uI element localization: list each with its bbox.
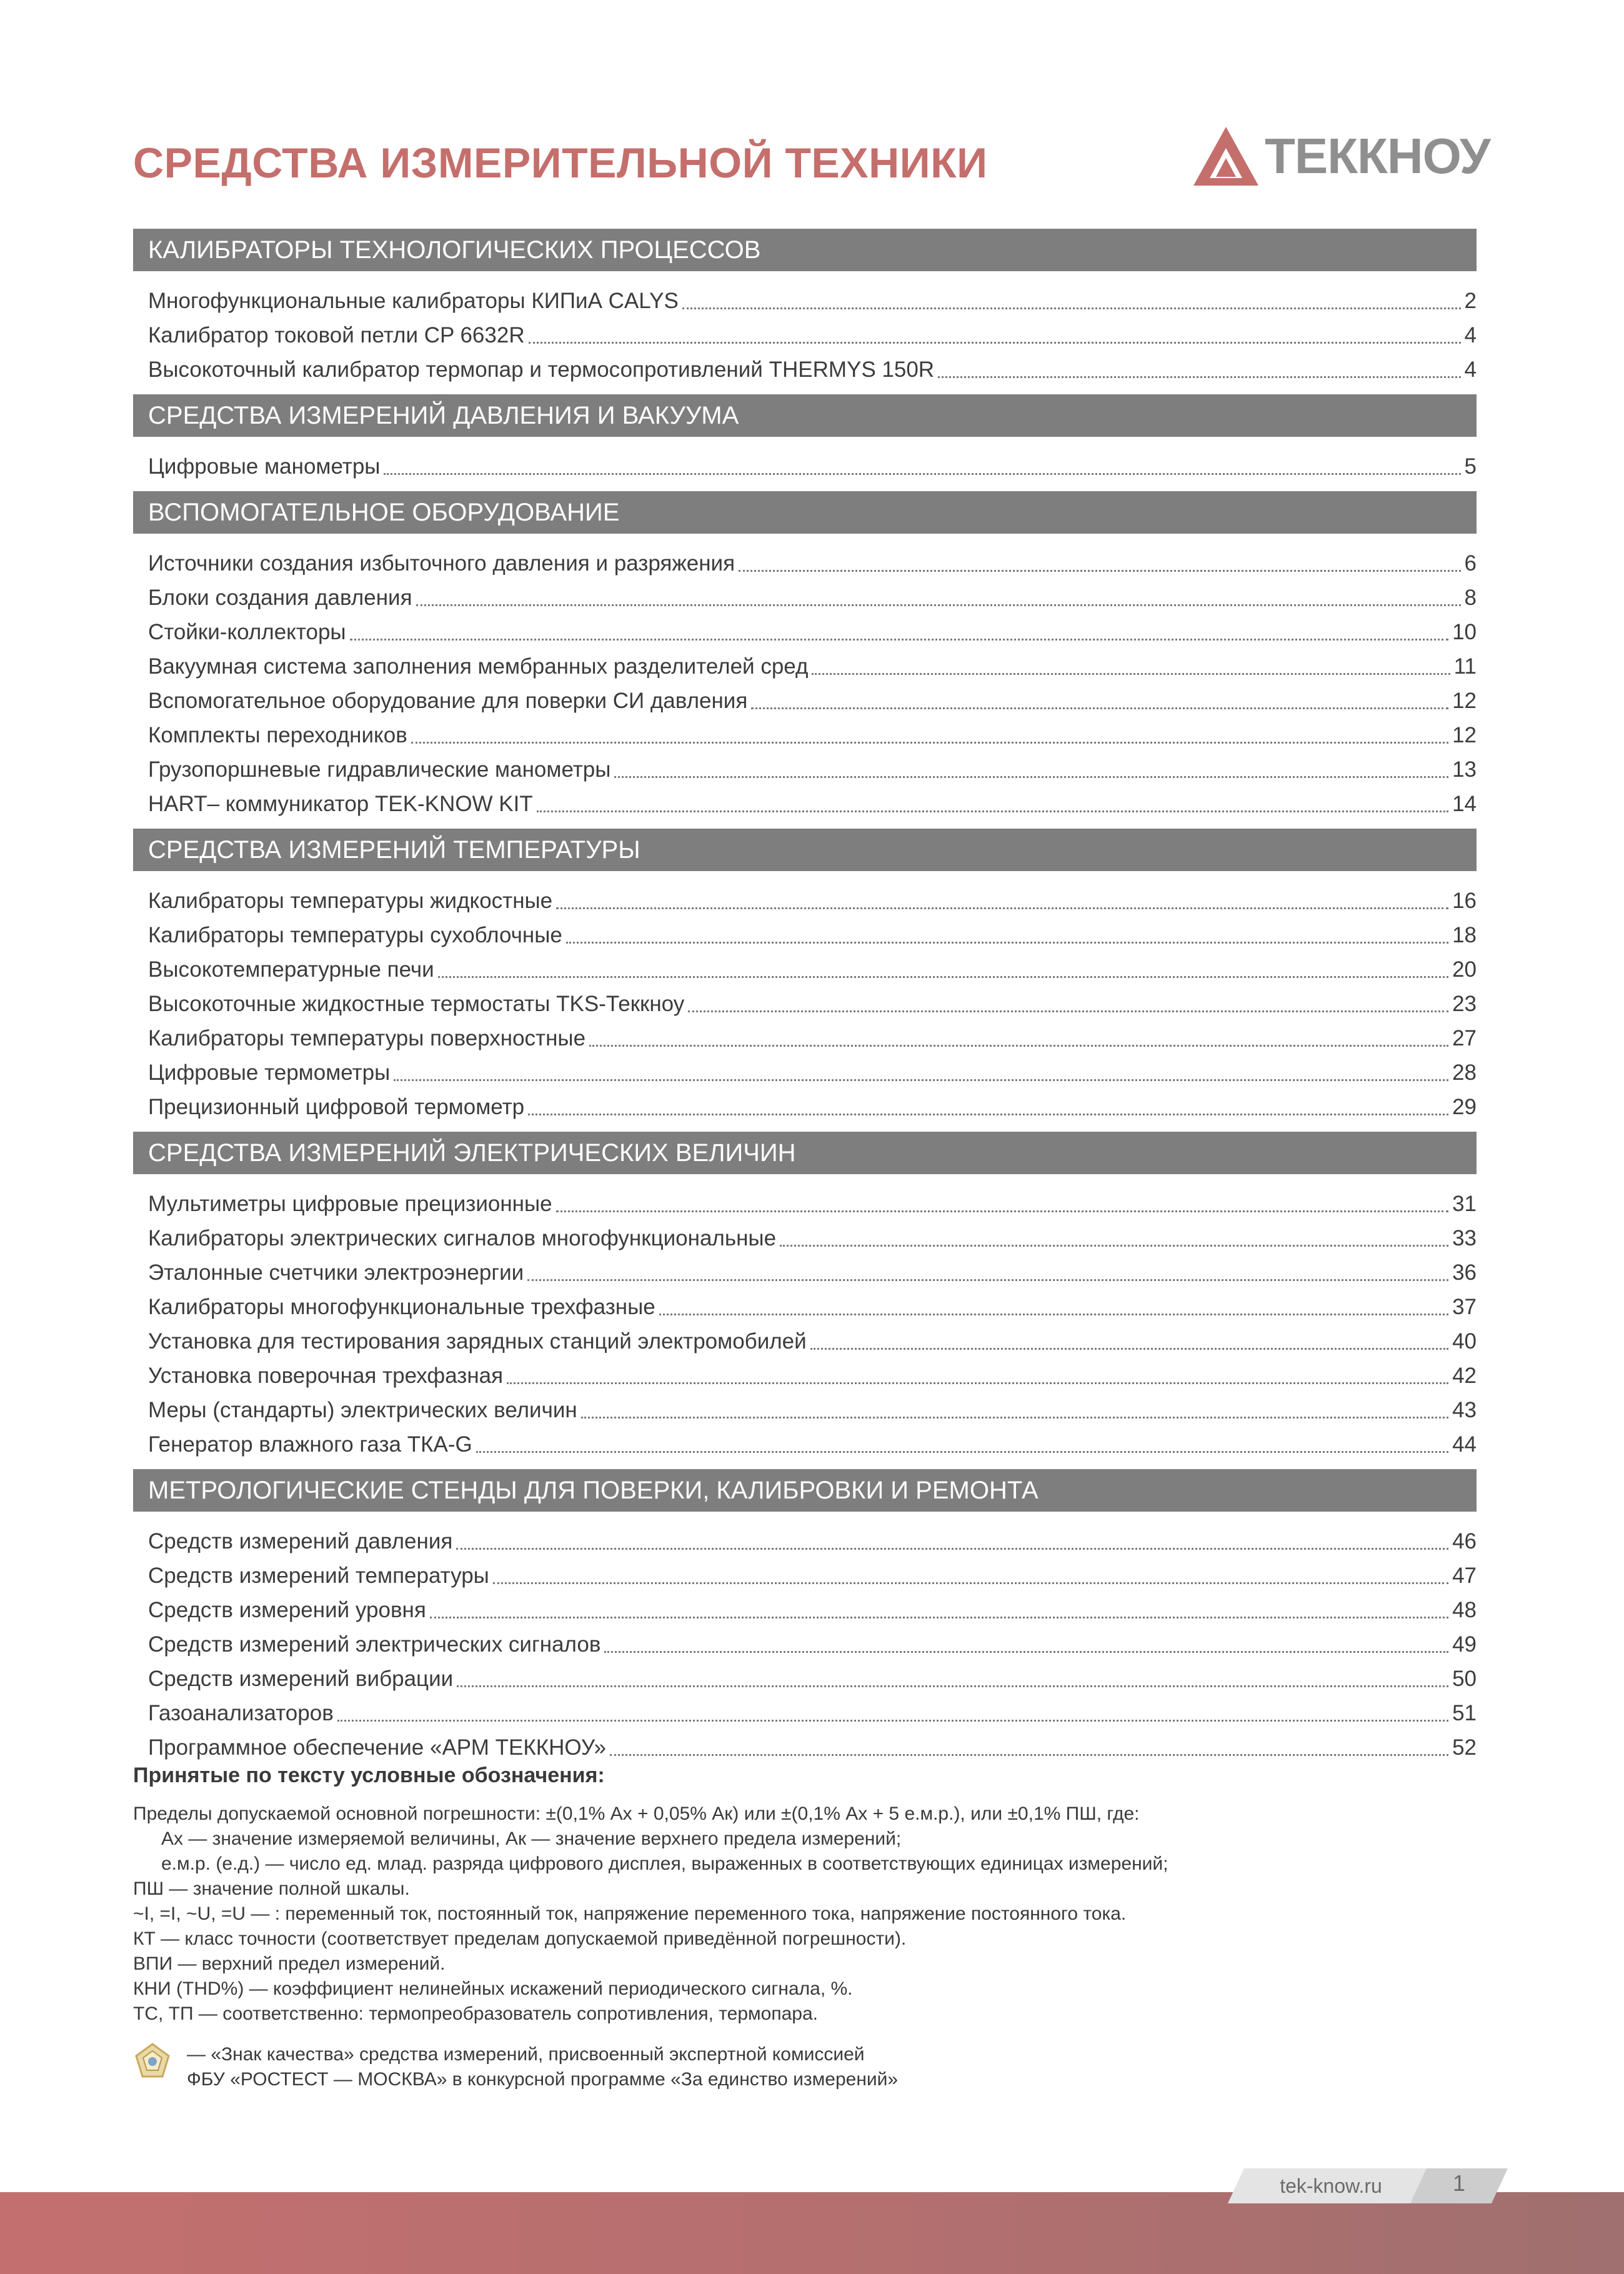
footer-site-link[interactable]: tek-know.ru <box>1280 2175 1382 2197</box>
toc-entry-title: Грузопоршневые гидравлические манометры <box>148 757 611 782</box>
toc-entry-page: 42 <box>1452 1363 1477 1388</box>
dot-leader <box>739 570 1460 572</box>
toc-entry-page: 18 <box>1452 922 1477 947</box>
toc-entry-title: Высокоточные жидкостные термостаты TKS-Теккноу <box>148 991 685 1016</box>
toc-entry-page: 6 <box>1464 551 1477 576</box>
toc-entry[interactable] <box>133 1021 1477 1055</box>
section-header: КАЛИБРАТОРЫ ТЕХНОЛОГИЧЕСКИХ ПРОЦЕССОВ <box>133 229 1477 271</box>
legend-line: КНИ (THD%) — коэффициент нелинейных искажений периодического сигнала, %. <box>133 1978 853 1999</box>
toc-entry-page: 20 <box>1452 957 1477 982</box>
toc-entry-page: 47 <box>1452 1563 1477 1588</box>
toc-entry[interactable] <box>133 284 1477 318</box>
toc-entry-title: Средств измерений температуры <box>148 1563 489 1588</box>
dot-leader <box>384 473 1460 475</box>
toc-entry[interactable] <box>133 1393 1477 1427</box>
toc-entry-title: Блоки создания давления <box>148 585 412 610</box>
toc-entry-page: 2 <box>1464 288 1477 313</box>
toc-entry-page: 46 <box>1452 1528 1477 1553</box>
dot-leader <box>537 810 1448 812</box>
toc-entry-title: Газоанализаторов <box>148 1700 334 1725</box>
section-header: МЕТРОЛОГИЧЕСКИЕ СТЕНДЫ ДЛЯ ПОВЕРКИ, КАЛИБРОВКИ И РЕМОНТА <box>133 1469 1477 1512</box>
toc-entry-page: 14 <box>1452 791 1477 816</box>
toc-entry-title: Калибраторы температуры жидкостные <box>148 888 553 913</box>
dot-leader <box>457 1685 1448 1687</box>
toc-entry-page: 4 <box>1464 322 1477 347</box>
section-header: ВСПОМОГАТЕЛЬНОЕ ОБОРУДОВАНИЕ <box>133 491 1477 534</box>
logo-text: ТЕККНОУ <box>1265 128 1490 184</box>
legend-line: Пределы допускаемой основной погрешности: ±(0,1% Ах + 0,05% Ак) или ±(0,1% Ах + 5 е.м.р.), или ±0,1% ПШ, где: <box>133 1803 1140 1824</box>
toc-entry[interactable] <box>133 787 1477 821</box>
toc-entry-page: 43 <box>1452 1397 1477 1422</box>
toc-entry[interactable] <box>133 1662 1477 1696</box>
legend <box>133 1763 1508 2027</box>
toc-entry-page: 48 <box>1452 1597 1477 1622</box>
toc-entry[interactable] <box>133 649 1477 684</box>
legend-line: ТС, ТП — соответственно: термопреобразователь сопротивления, термопара. <box>133 2003 818 2024</box>
toc-entry-title: Комплекты переходников <box>148 722 407 747</box>
toc-entry-title: Калибраторы температуры поверхностные <box>148 1025 586 1050</box>
page-title: СРЕДСТВА ИЗМЕРИТЕЛЬНОЙ ТЕХНИКИ <box>133 139 988 187</box>
toc-section <box>133 229 1477 387</box>
toc-entry-page: 4 <box>1464 357 1477 382</box>
dot-leader <box>430 1617 1448 1618</box>
toc-entry-title: Источники создания избыточного давления и разряжения <box>148 551 735 576</box>
toc-entry-page: 12 <box>1452 722 1477 747</box>
toc-entry[interactable] <box>133 1427 1477 1462</box>
toc-section <box>133 1469 1477 1765</box>
toc-entry[interactable] <box>133 1255 1477 1290</box>
dot-leader <box>350 639 1448 641</box>
toc-entry[interactable] <box>133 546 1477 581</box>
dot-leader <box>528 1114 1448 1115</box>
toc-entry-title: HART– коммуникатор TEK-KNOW KIT <box>148 791 533 816</box>
quality-mark-icon <box>133 2042 172 2081</box>
toc-entry[interactable] <box>133 615 1477 649</box>
toc-entry-title: Мультиметры цифровые прецизионные <box>148 1191 552 1216</box>
dot-leader <box>604 1651 1448 1653</box>
toc-entry-page: 5 <box>1464 454 1477 479</box>
toc-entry[interactable] <box>133 1324 1477 1359</box>
toc-entry[interactable] <box>133 1696 1477 1730</box>
toc-entry[interactable] <box>133 987 1477 1021</box>
toc-entry-page: 13 <box>1452 757 1477 782</box>
toc-entry[interactable] <box>133 449 1477 484</box>
toc-entry-page: 31 <box>1452 1191 1477 1216</box>
dot-leader <box>589 1045 1448 1047</box>
toc-entry[interactable] <box>133 1627 1477 1662</box>
quality-mark-note <box>133 2042 898 2092</box>
dot-leader <box>938 376 1460 378</box>
toc-entry-page: 28 <box>1452 1060 1477 1085</box>
dot-leader <box>394 1079 1448 1081</box>
dot-leader <box>614 776 1448 778</box>
legend-line: Ах — значение измеряемой величины, Ак — значение верхнего предела измерений; <box>161 1828 902 1849</box>
toc-entry-title: Генератор влажного газа ТКА-G <box>148 1432 472 1457</box>
dot-leader <box>507 1382 1448 1384</box>
legend-line: ПШ — значение полной шкалы. <box>133 1878 410 1899</box>
toc-entry-page: 11 <box>1453 654 1477 679</box>
dot-leader <box>527 1279 1448 1281</box>
toc-entry-title: Установка для тестирования зарядных станций электромобилей <box>148 1329 807 1354</box>
dot-leader <box>529 342 1461 344</box>
toc-entry-page: 8 <box>1464 585 1477 610</box>
toc-entry[interactable] <box>133 318 1477 352</box>
legend-line: КТ — класс точности (соответствует пределам допускаемой приведённой погрешности). <box>133 1928 907 1949</box>
dot-leader <box>751 707 1448 709</box>
toc-entry-page: 40 <box>1452 1329 1477 1354</box>
legend-line: е.м.р. (е.д.) — число ед. млад. разряда цифрового дисплея, выраженных в соответствующих единицах измерений; <box>161 1853 1168 1874</box>
dot-leader <box>438 976 1448 978</box>
section-header: СРЕДСТВА ИЗМЕРЕНИЙ ЭЛЕКТРИЧЕСКИХ ВЕЛИЧИН <box>133 1132 1477 1174</box>
toc-entry-title: Калибраторы температуры сухоблочные <box>148 922 562 947</box>
toc-entry[interactable] <box>133 352 1477 387</box>
quality-mark-line: — «Знак качества» средства измерений, присвоенный экспертной комиссией <box>187 2044 865 2065</box>
dot-leader <box>556 907 1448 909</box>
toc-entry-title: Стойки-коллекторы <box>148 619 346 644</box>
toc-entry-title: Высокоточный калибратор термопар и термосопротивлений THERMYS 150R <box>148 357 935 382</box>
dot-leader <box>566 942 1448 944</box>
toc-entry[interactable] <box>133 1359 1477 1393</box>
toc-entry-page: 36 <box>1452 1260 1477 1285</box>
toc-entry[interactable] <box>133 952 1477 987</box>
toc-entry[interactable] <box>133 1187 1477 1221</box>
toc-entry[interactable] <box>133 1593 1477 1627</box>
legend-heading: Принятые по тексту условные обозначения: <box>133 1763 605 1787</box>
dot-leader <box>416 604 1461 606</box>
dot-leader <box>688 1010 1448 1012</box>
toc-entry-title: Средств измерений электрических сигналов <box>148 1632 601 1657</box>
dot-leader <box>812 673 1450 675</box>
toc-entry-title: Калибраторы электрических сигналов многофункциональные <box>148 1225 777 1250</box>
dot-leader <box>682 307 1461 309</box>
toc-entry[interactable] <box>133 752 1477 787</box>
toc-entry-title: Калибратор токовой петли CP 6632R <box>148 322 525 347</box>
toc-entry[interactable] <box>133 1090 1477 1124</box>
dot-leader <box>556 1210 1448 1212</box>
toc-entry[interactable] <box>133 1055 1477 1090</box>
toc-entry-page: 49 <box>1452 1632 1477 1657</box>
legend-line: ВПИ — верхний предел измерений. <box>133 1953 446 1974</box>
dot-leader <box>456 1548 1448 1550</box>
dot-leader <box>411 742 1448 744</box>
toc-entry-title: Средств измерений уровня <box>148 1597 426 1622</box>
toc-entry-title: Меры (стандарты) электрических величин <box>148 1397 577 1422</box>
toc-entry-page: 51 <box>1452 1700 1477 1725</box>
toc-entry-title: Программное обеспечение «АРМ ТЕККНОУ» <box>148 1735 607 1760</box>
brand-logo <box>1193 125 1490 187</box>
toc-entry-title: Вакуумная система заполнения мембранных разделителей сред <box>148 654 809 679</box>
toc-section <box>133 394 1477 484</box>
logo-triangle-icon <box>1193 127 1258 186</box>
legend-line: ~I, =I, ~U, =U — : переменный ток, постоянный ток, напряжение переменного тока, напряжение постоянного тока. <box>133 1903 1127 1924</box>
toc-entry-title: Цифровые термометры <box>148 1060 391 1085</box>
toc-entry-title: Высокотемпературные печи <box>148 957 434 982</box>
dot-leader <box>337 1720 1448 1722</box>
toc-entry[interactable] <box>133 1558 1477 1593</box>
dot-leader <box>610 1754 1448 1756</box>
dot-leader <box>476 1451 1448 1453</box>
toc-entry[interactable] <box>133 1221 1477 1255</box>
toc-entry-title: Цифровые манометры <box>148 454 381 479</box>
toc-entry-title: Установка поверочная трехфазная <box>148 1363 504 1388</box>
toc-entry[interactable] <box>133 1730 1477 1765</box>
toc-section <box>133 491 1477 821</box>
toc-entry[interactable] <box>133 581 1477 615</box>
section-header: СРЕДСТВА ИЗМЕРЕНИЙ ТЕМПЕРАТУРЫ <box>133 829 1477 871</box>
toc-entry[interactable] <box>133 1290 1477 1324</box>
dot-leader <box>493 1582 1448 1584</box>
table-of-contents <box>133 229 1477 1772</box>
toc-entry-title: Прецизионный цифровой термометр <box>148 1094 525 1119</box>
toc-section <box>133 1132 1477 1462</box>
toc-entry[interactable] <box>133 884 1477 918</box>
footer-band <box>0 2192 1624 2274</box>
dot-leader <box>581 1417 1448 1419</box>
toc-entry[interactable] <box>133 718 1477 752</box>
toc-entry-page: 50 <box>1452 1666 1477 1691</box>
toc-entry-title: Калибраторы многофункциональные трехфазные <box>148 1294 655 1319</box>
quality-mark-line: ФБУ «РОСТЕСТ — МОСКВА» в конкурсной программе «За единство измерений» <box>187 2069 899 2090</box>
toc-entry-page: 10 <box>1452 619 1477 644</box>
toc-entry-title: Средств измерений вибрации <box>148 1666 454 1691</box>
toc-entry[interactable] <box>133 684 1477 718</box>
toc-entry-page: 52 <box>1452 1735 1477 1760</box>
toc-entry-page: 12 <box>1452 688 1477 713</box>
toc-entry-page: 37 <box>1452 1294 1477 1319</box>
toc-entry-title: Эталонные счетчики электроэнергии <box>148 1260 524 1285</box>
toc-entry-title: Средств измерений давления <box>148 1528 453 1553</box>
dot-leader <box>659 1314 1448 1315</box>
section-header: СРЕДСТВА ИЗМЕРЕНИЙ ДАВЛЕНИЯ И ВАКУУМА <box>133 394 1477 437</box>
dot-leader <box>780 1245 1448 1247</box>
toc-entry-page: 23 <box>1452 991 1477 1016</box>
toc-entry-page: 44 <box>1452 1432 1477 1457</box>
toc-entry[interactable] <box>133 1524 1477 1558</box>
toc-entry-page: 27 <box>1452 1025 1477 1050</box>
toc-entry-page: 16 <box>1452 888 1477 913</box>
dot-leader <box>810 1348 1448 1350</box>
page-number: 1 <box>1452 2170 1466 2196</box>
toc-entry-title: Многофункциональные калибраторы КИПиА CALYS <box>148 288 679 313</box>
toc-entry-title: Вспомогательное оборудование для поверки СИ давления <box>148 688 748 713</box>
toc-entry[interactable] <box>133 918 1477 952</box>
toc-section <box>133 829 1477 1124</box>
toc-entry-page: 33 <box>1452 1225 1477 1250</box>
toc-entry-page: 29 <box>1452 1094 1477 1119</box>
